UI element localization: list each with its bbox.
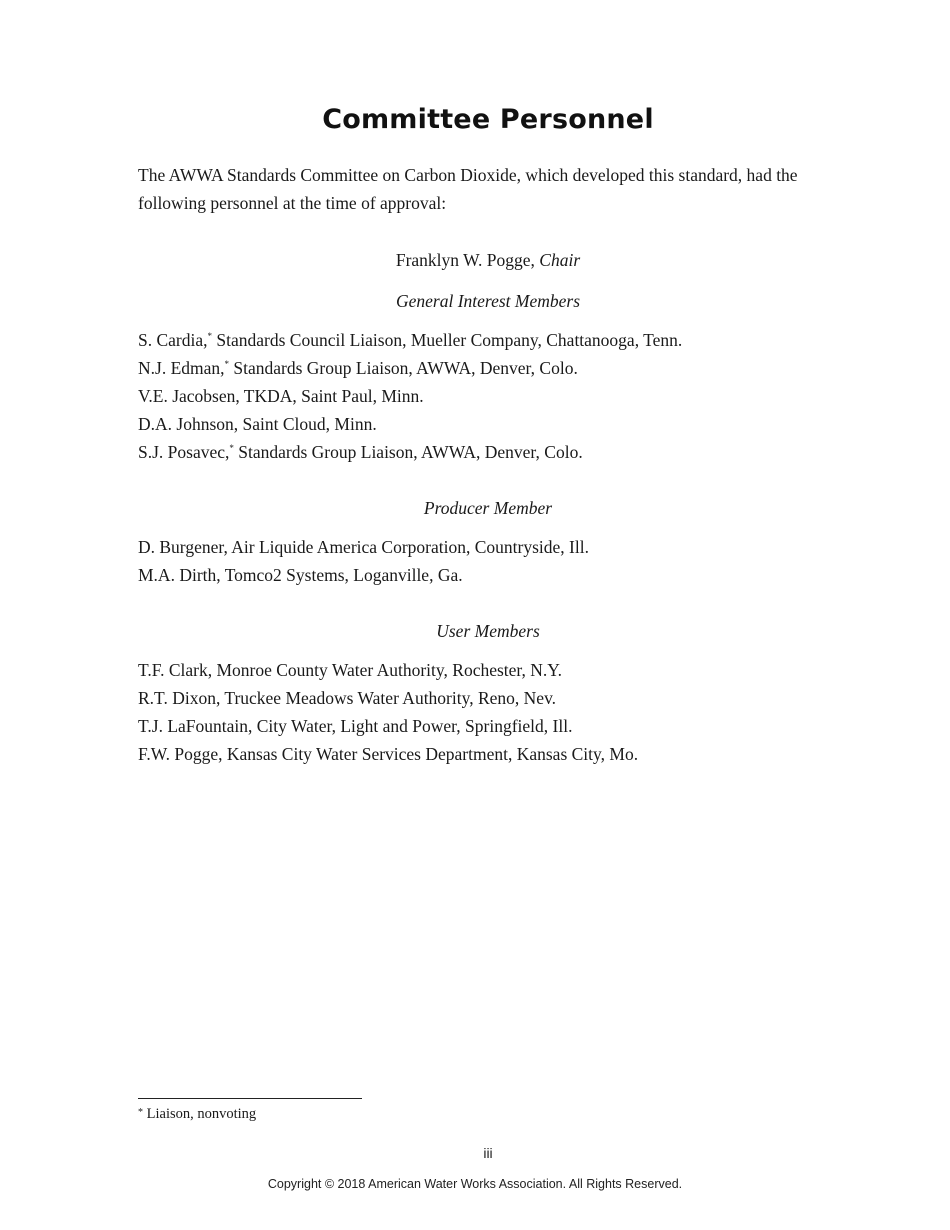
user-heading: User Members xyxy=(436,621,540,641)
chair-name: Franklyn W. Pogge, xyxy=(395,250,540,270)
list-item: V.E. Jacobsen, TKDA, Saint Paul, Minn. xyxy=(138,386,424,406)
producer-list xyxy=(138,533,858,589)
general-interest-heading: General Interest Members xyxy=(395,291,581,311)
general-interest-list xyxy=(138,326,858,466)
liaison-mark: * xyxy=(207,331,213,341)
list-item: S.J. Posavec,* Standards Group Liaison, AWWA, Denver, Colo. xyxy=(138,442,583,462)
footnote-mark: * xyxy=(138,1107,143,1118)
producer-heading: Producer Member xyxy=(423,498,553,518)
copyright-notice: Copyright © 2018 American Water Works Association. All Rights Reserved. xyxy=(267,1177,683,1191)
intro-paragraph: The AWWA Standards Committee on Carbon Dioxide, which developed this standard, had the following personnel at the time of approval: xyxy=(138,165,798,213)
page-title: Committee Personnel xyxy=(322,104,654,135)
list-item: T.F. Clark, Monroe County Water Authority, Rochester, N.Y. xyxy=(138,660,563,680)
list-item: F.W. Pogge, Kansas City Water Services Department, Kansas City, Mo. xyxy=(138,744,639,764)
user-list xyxy=(138,656,858,768)
list-item: M.A. Dirth, Tomco2 Systems, Loganville, Ga. xyxy=(138,565,463,585)
list-item: R.T. Dixon, Truckee Meadows Water Authority, Reno, Nev. xyxy=(138,688,557,708)
footnote-divider xyxy=(138,1098,362,1099)
list-item: T.J. LaFountain, City Water, Light and Power, Springfield, Ill. xyxy=(138,716,573,736)
footnote xyxy=(138,1104,256,1123)
liaison-mark: * xyxy=(224,359,230,369)
liaison-mark: * xyxy=(229,443,234,453)
list-item: N.J. Edman,* Standards Group Liaison, AWWA, Denver, Colo. xyxy=(138,358,578,378)
list-item: D.A. Johnson, Saint Cloud, Minn. xyxy=(138,414,377,434)
list-item: D. Burgener, Air Liquide America Corporation, Countryside, Ill. xyxy=(138,537,589,557)
chair-role: Chair xyxy=(539,250,581,270)
committee-chair xyxy=(0,246,950,274)
list-item: S. Cardia,* Standards Council Liaison, Mueller Company, Chattanooga, Tenn. xyxy=(138,330,683,350)
page-number: iii xyxy=(483,1145,493,1161)
footnote-text: Liaison, nonvoting xyxy=(143,1106,257,1122)
